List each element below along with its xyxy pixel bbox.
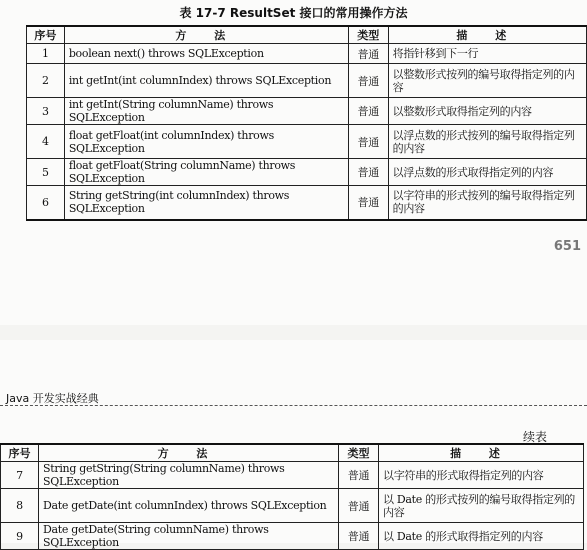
table-row — [27, 44, 587, 64]
row-type: 普通 — [348, 98, 388, 125]
running-head: Java 开发实战经典 — [6, 392, 99, 405]
row-method: int getInt(int columnIndex) throws SQLException — [64, 64, 348, 98]
header-num: 序号 — [1, 444, 39, 462]
row-num: 3 — [27, 98, 65, 125]
header-desc: 描 述 — [379, 444, 584, 462]
row-method: String getString(int columnIndex) throws SQLException — [64, 186, 348, 220]
row-type: 普通 — [348, 125, 388, 159]
row-method: int getInt(String columnName) throws SQLException — [64, 98, 348, 125]
row-desc: 以整数形式按列的编号取得指定列的内容 — [388, 64, 586, 98]
row-desc: 以 Date 的形式按列的编号取得指定列的内容 — [379, 489, 584, 523]
table-header-row — [27, 26, 587, 44]
row-method: Date getDate(String columnName) throws SQLException — [39, 523, 339, 550]
row-type: 普通 — [339, 523, 379, 550]
table-row — [1, 462, 584, 489]
running-head-rule — [0, 405, 587, 406]
header-num: 序号 — [27, 26, 65, 44]
header-type: 类型 — [348, 26, 388, 44]
row-type: 普通 — [339, 462, 379, 489]
table-row — [27, 159, 587, 186]
row-desc: 以 Date 的形式取得指定列的内容 — [379, 523, 584, 550]
table-caption: 表 17-7 ResultSet 接口的常用操作方法 — [179, 6, 408, 20]
row-type: 普通 — [339, 489, 379, 523]
row-num: 2 — [27, 64, 65, 98]
row-num: 9 — [1, 523, 39, 550]
table-row — [27, 186, 587, 220]
table-row — [1, 523, 584, 550]
row-method: float getFloat(int columnIndex) throws SQLException — [64, 125, 348, 159]
resultset-methods-table-continued — [0, 443, 584, 550]
row-method: float getFloat(String columnName) throws SQLException — [64, 159, 348, 186]
header-type: 类型 — [339, 444, 379, 462]
header-method: 方 法 — [64, 26, 348, 44]
row-num: 5 — [27, 159, 65, 186]
continued-label: 续表 — [523, 430, 548, 444]
row-num: 4 — [27, 125, 65, 159]
page-number: 651 — [553, 239, 581, 254]
header-desc: 描 述 — [388, 26, 586, 44]
resultset-methods-table — [26, 25, 587, 221]
row-num: 7 — [1, 462, 39, 489]
row-type: 普通 — [348, 64, 388, 98]
table-header-row — [1, 444, 584, 462]
table-row — [27, 98, 587, 125]
row-desc: 以浮点数的形式取得指定列的内容 — [388, 159, 586, 186]
row-num: 1 — [27, 44, 65, 64]
row-method: boolean next() throws SQLException — [64, 44, 348, 64]
row-desc: 以字符串的形式按列的编号取得指定列的内容 — [388, 186, 586, 220]
row-desc: 以浮点数的形式按列的编号取得指定列的内容 — [388, 125, 586, 159]
row-num: 8 — [1, 489, 39, 523]
row-method: String getString(String columnName) throws SQLException — [39, 462, 339, 489]
row-num: 6 — [27, 186, 65, 220]
row-desc: 以整数形式取得指定列的内容 — [388, 98, 586, 125]
row-type: 普通 — [348, 44, 388, 64]
row-type: 普通 — [348, 186, 388, 220]
row-type: 普通 — [348, 159, 388, 186]
header-method: 方 法 — [39, 444, 339, 462]
table-row — [27, 125, 587, 159]
table-row — [27, 64, 587, 98]
table-row — [1, 489, 584, 523]
row-desc: 以字符串的形式取得指定列的内容 — [379, 462, 584, 489]
row-desc: 将指针移到下一行 — [388, 44, 586, 64]
row-method: Date getDate(int columnIndex) throws SQLException — [39, 489, 339, 523]
